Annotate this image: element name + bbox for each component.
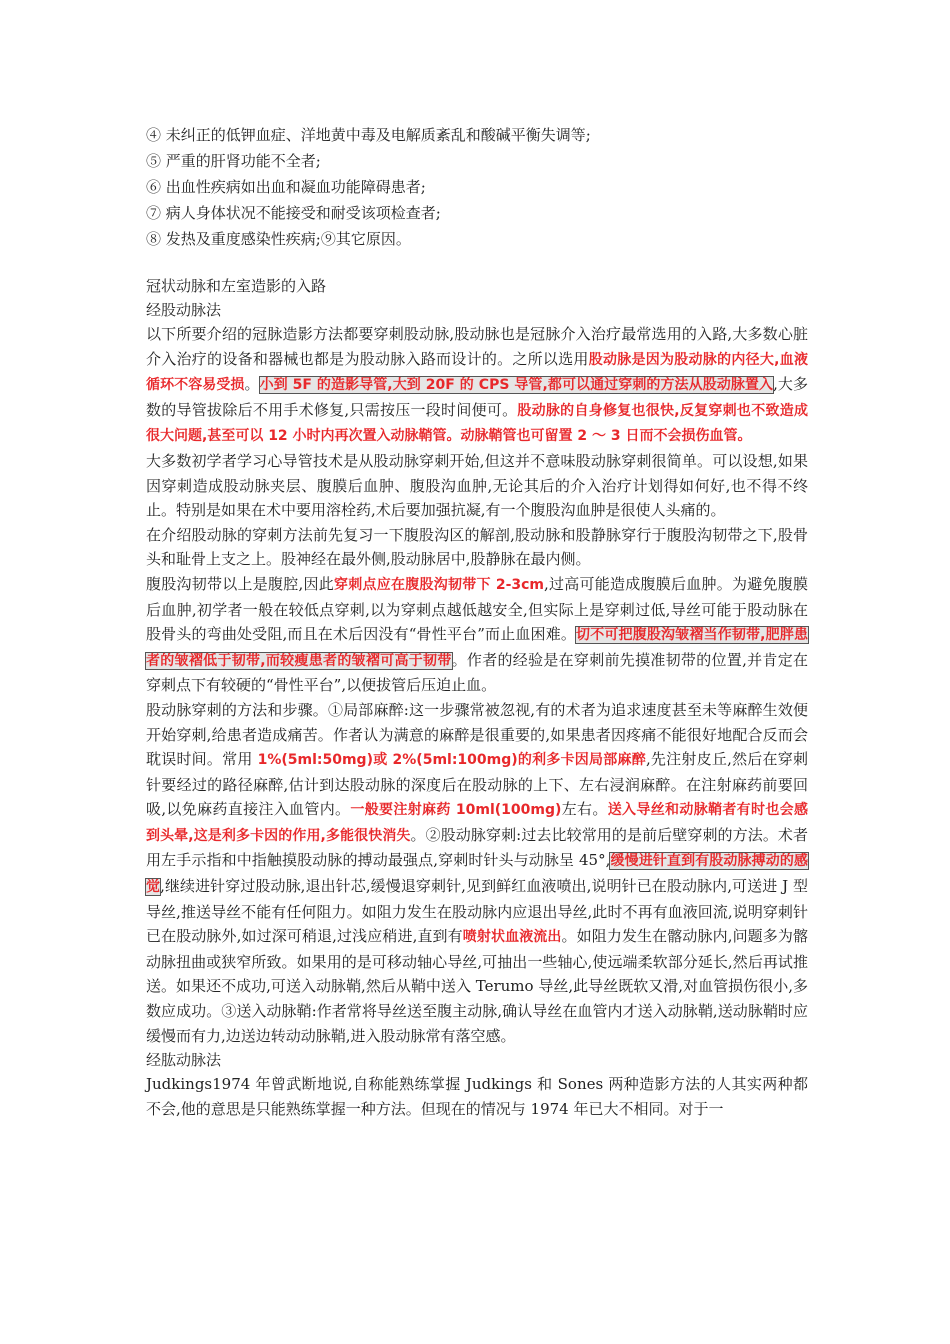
text-run: ,继续进针穿过股动脉,退出针芯,缓慢退穿刺针,见到鲜红血液喷出,说明针已在股动脉内,可送进 J 型导丝,推送导丝不能有任何阻力。如阻力发生在股动脉内应退出导丝,此时不再有血液回流,说明穿刺针已在股动脉外,如过深可稍退,过浅应稍进,直到有 bbox=[146, 877, 809, 946]
spacer bbox=[146, 252, 808, 274]
highlight-red: 一般要注射麻药 10ml(100mg) bbox=[350, 802, 562, 819]
femoral-paragraph-3: 在介绍股动脉的穿刺方法前先复习一下腹股沟区的解剖,股动脉和股静脉穿行于腹股沟韧带之下,股骨头和耻骨上支之上。股神经在最外侧,股动脉居中,股静脉在最内侧。 bbox=[146, 525, 808, 569]
text-run: 。 bbox=[244, 375, 260, 394]
highlight-red: 穿刺点应在腹股沟韧带下 2-3cm bbox=[333, 576, 545, 593]
femoral-paragraph-5 bbox=[146, 698, 808, 1048]
text-run: 。②股动脉穿刺:过去比较常用的是前后壁穿刺的方法。术者用左手示指和中指触摸股动脉的搏动最强点,穿刺时针头与动脉呈 45°, bbox=[146, 825, 809, 870]
highlight-boxed: 切不可把腹股沟皱褶当作韧带,肥胖患者的皱褶低于韧带,而较瘦患者的皱褶可高于韧带 bbox=[146, 627, 808, 669]
text-run: ,过高可能造成腹膜后血肿。为避免腹膜后血肿,初学者一般在较低点穿刺,以为穿刺点越低越安全,但实际上是穿刺过低,导丝可能于股动脉在股骨头的弯曲处受阻,而且在术后因没有“骨性平台”而止血困难。 bbox=[146, 574, 808, 644]
brachial-paragraph-1: Judkings1974 年曾武断地说,自称能熟练掌握 Judkings 和 Sones 两种造影方法的人其实两种都不会,他的意思是只能熟练掌握一种方法。但现在的情况与 1974 年已大不相同。对于一 bbox=[146, 1075, 808, 1118]
list-item: ④ 未纠正的低钾血症、洋地黄中毒及电解质紊乱和酸碱平衡失调等; bbox=[146, 126, 591, 144]
text-run: 腹股沟韧带以上是腹腔,因此 bbox=[146, 574, 334, 593]
text-run: 左右。 bbox=[561, 800, 608, 819]
highlight-red: 股动脉是因为股动脉的内径大,血液循环不容易受损 bbox=[146, 351, 808, 394]
text-run: ,大多数的导管拔除后不用手术修复,只需按压一段时间便可。 bbox=[146, 375, 808, 419]
femoral-title: 经股动脉法 bbox=[146, 301, 222, 319]
list-item: ⑥ 出血性疾病如出血和凝血功能障碍患者; bbox=[146, 178, 426, 196]
section-title: 冠状动脉和左室造影的入路 bbox=[146, 277, 327, 295]
highlight-red: 1%(5ml:50mg)或 2%(5ml:100mg)的利多卡因局部麻醉 bbox=[257, 752, 646, 769]
list-item: ⑦ 病人身体状况不能接受和耐受该项检查者; bbox=[146, 204, 441, 222]
text-run: 以下所要介绍的冠脉造影方法都要穿刺股动脉,股动脉也是冠脉介入治疗最常选用的入路,大多数心脏介入治疗的设备和器械也都是为股动脉入路而设计的。之所以选用 bbox=[146, 325, 808, 368]
highlight-boxed: 缓慢进针直到有股动脉搏动的感觉 bbox=[146, 853, 808, 896]
highlight-red: 喷射状血液流出 bbox=[462, 929, 562, 946]
list-item: ⑤ 严重的肝肾功能不全者; bbox=[146, 152, 321, 170]
text-run: 。作者的经验是在穿刺前先摸准韧带的位置,并肯定在穿刺点下有较硬的“骨性平台”,以便拔管后压迫止血。 bbox=[146, 650, 808, 695]
list-item: ⑧ 发热及重度感染性疾病;⑨其它原因。 bbox=[146, 230, 411, 248]
highlight-boxed: 小到 5F 的造影导管,大到 20F 的 CPS 导管,都可以通过穿刺的方法从股动脉置入 bbox=[259, 377, 774, 394]
brachial-title: 经肱动脉法 bbox=[146, 1051, 222, 1070]
femoral-paragraph-4 bbox=[146, 572, 808, 698]
text-run: 股动脉穿刺的方法和步骤。①局部麻醉:这一步骤常被忽视,有的术者为追求速度甚至未等麻醉生效便开始穿刺,给患者造成痛苦。作者认为满意的麻醉是很重要的,如果患者因疼痛不能很好地配合反而会耽误时间。常用 bbox=[146, 700, 808, 769]
femoral-paragraph-2: 大多数初学者学习心导管技术是从股动脉穿刺开始,但这并不意味股动脉穿刺很简单。可以设想,如果因穿刺造成股动脉夹层、腹膜后血肿、腹股沟血肿,无论其后的介入治疗计划得如何好,也不得不终止。特别是如果在术中要用溶栓药,术后要加强抗凝,有一个腹股沟血肿是很使人头痛的。 bbox=[146, 451, 808, 520]
highlight-red: 送入导丝和动脉鞘者有时也会感到头晕,这是利多卡因的作用,多能很快消失 bbox=[146, 802, 808, 844]
text-run: 。如阻力发生在髂动脉内,问题多为髂动脉扭曲或狭窄所致。如果用的是可移动轴心导丝,可抽出一些轴心,使远端柔软部分延长,然后再试推送。如果还不成功,可送入动脉鞘,然后从鞘中送入 Terumo 导丝,此导丝既软又滑,对血管损伤很小,多数应成功。③送入动脉鞘:作者常将导丝送至腹主动脉,确认导丝在血管内才送入动脉鞘,送动脉鞘时应缓慢而有力,边送边转动动脉鞘,进入股动脉常有落空感。 bbox=[146, 927, 808, 1045]
femoral-paragraph-1 bbox=[146, 322, 808, 449]
contraindication-list bbox=[146, 122, 808, 252]
highlight-red: 股动脉的自身修复也很快,反复穿刺也不致造成很大问题,甚至可以 12 小时内再次置入动脉鞘管。动脉鞘管也可留置 2 ～ 3 日而不会损伤血管。 bbox=[146, 402, 808, 445]
text-run: ,先注射皮丘,然后在穿刺针要经过的路径麻醉,估计到达股动脉的深度后在股动脉的上下、左右浸润麻醉。在注射麻药前要回吸,以免麻药直接注入血管内。 bbox=[146, 750, 808, 819]
